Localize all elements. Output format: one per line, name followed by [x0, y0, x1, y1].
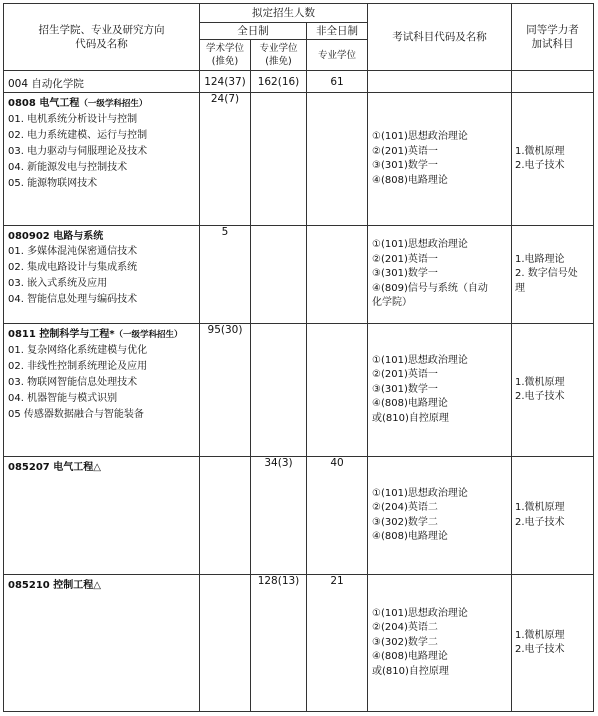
header-academic [200, 40, 251, 71]
program-title-text: 085210 控制工程△ [8, 580, 101, 591]
department-academic: 124(37) [200, 71, 251, 93]
exam-subject: ①(101)思想政治理论 [372, 354, 468, 366]
research-direction: 01. 复杂网络化系统建模与优化 [8, 345, 148, 356]
program-parttime [307, 226, 368, 324]
program-title [8, 578, 199, 593]
program-parttime [307, 324, 368, 457]
exam-subject: 化学院） [372, 297, 413, 309]
program-cell [4, 457, 200, 575]
program-title-text: 0811 控制科学与工程* [8, 329, 115, 340]
program-title [8, 460, 199, 475]
department-parttime: 61 [307, 71, 368, 93]
exam-subject: ④(808)电路理论 [372, 398, 448, 410]
department-exam-empty [368, 71, 512, 93]
header-program [4, 4, 200, 71]
program-academic [200, 575, 251, 712]
exam-subjects-cell [368, 457, 512, 575]
program-academic: 24(7) [200, 93, 251, 226]
program-professional [251, 93, 307, 226]
header-extra-line1: 同等学力者 [526, 24, 579, 36]
research-direction: 05 传感器数据融合与智能装备 [8, 409, 144, 420]
exam-subject: ④(808)电路理论 [372, 174, 448, 186]
exam-subject: ①(101)思想政治理论 [372, 487, 468, 499]
research-direction: 03. 电力驱动与伺服理论及技术 [8, 146, 148, 157]
exam-subject: ④(808)电路理论 [372, 651, 448, 663]
admissions-table [3, 3, 594, 712]
research-direction: 03. 嵌入式系统及应用 [8, 278, 108, 289]
exam-subject: ①(101)思想政治理论 [372, 607, 468, 619]
extra-exam-cell [512, 93, 594, 226]
extra-exam-subject: 2.电子技术 [515, 160, 565, 171]
program-cell [4, 93, 200, 226]
department-name: 004 自动化学院 [4, 71, 200, 93]
exam-subjects-cell [368, 93, 512, 226]
exam-subjects-cell [368, 575, 512, 712]
exam-subject: 或(810)自控原理 [372, 412, 449, 424]
header-extra-exam [512, 4, 594, 71]
research-direction: 02. 电力系统建模、运行与控制 [8, 130, 148, 141]
exam-subject: ④(808)电路理论 [372, 531, 448, 542]
exam-subject: ③(302)数学二 [372, 636, 438, 648]
program-cell [4, 226, 200, 324]
program-academic: 95(30) [200, 324, 251, 457]
header-program-line1: 招生学院、专业及研究方向 [38, 24, 165, 36]
department-row [4, 71, 594, 93]
program-row [4, 575, 594, 712]
exam-subject: ②(201)英语一 [372, 145, 438, 157]
program-parttime: 21 [307, 575, 368, 712]
exam-subject: ②(204)英语二 [372, 502, 438, 513]
program-row [4, 457, 594, 575]
research-direction: 01. 电机系统分析设计与控制 [8, 114, 138, 125]
extra-exam-subject: 1.电路理论 [515, 253, 565, 265]
header-fulltime: 全日制 [200, 23, 307, 40]
extra-exam-subject: 1.微机原理 [515, 502, 565, 513]
exam-subject: ①(101)思想政治理论 [372, 239, 468, 251]
research-direction: 04. 机器智能与模式识别 [8, 393, 118, 404]
program-title-note: （一级学科招生） [79, 99, 148, 109]
research-direction: 04. 智能信息处理与编码技术 [8, 294, 138, 305]
extra-exam-subject: 1.微机原理 [515, 376, 565, 388]
exam-subject: ④(809)信号与系统（自动 [372, 282, 488, 294]
header-row-1 [4, 4, 594, 23]
research-direction: 04. 新能源发电与控制技术 [8, 162, 128, 173]
extra-exam-subject: 1.微机原理 [515, 145, 565, 157]
header-academic-line1: 学术学位 [205, 43, 244, 54]
header-exam-subjects: 考试科目代码及名称 [368, 4, 512, 71]
header-professional-line2: (推免) [265, 56, 292, 67]
research-direction: 01. 多媒体混沌保密通信技术 [8, 246, 138, 257]
program-title-note: （一级学科招生） [114, 330, 183, 340]
research-direction: 02. 非线性控制系统理论及应用 [8, 361, 148, 372]
extra-exam-subject: 2.电子技术 [515, 516, 565, 528]
program-title [8, 327, 199, 343]
header-program-line2: 代码及名称 [75, 38, 128, 50]
program-academic [200, 457, 251, 575]
exam-subject: ③(301)数学一 [372, 383, 438, 395]
exam-subjects-cell [368, 226, 512, 324]
extra-exam-subject: 2. 数字信号处 [515, 268, 578, 280]
program-parttime [307, 93, 368, 226]
exam-subjects-cell [368, 324, 512, 457]
program-row [4, 226, 594, 324]
exam-subject: ②(201)英语一 [372, 253, 438, 265]
program-title-text: 080902 电路与系统 [8, 231, 104, 242]
exam-subject: ③(302)数学二 [372, 516, 438, 528]
extra-exam-subject: 理 [515, 282, 526, 294]
program-professional: 34(3) [251, 457, 307, 575]
header-professional [251, 40, 307, 71]
program-title [8, 229, 199, 244]
research-direction: 05. 能源物联网技术 [8, 178, 98, 189]
program-row [4, 93, 594, 226]
program-parttime: 40 [307, 457, 368, 575]
program-title-text: 0808 电气工程 [8, 98, 80, 109]
extra-exam-cell [512, 324, 594, 457]
program-academic: 5 [200, 226, 251, 324]
program-title-text: 085207 电气工程△ [8, 462, 101, 473]
extra-exam-subject: 1.微机原理 [515, 629, 565, 641]
program-professional: 128(13) [251, 575, 307, 712]
exam-subject: 或(810)自控原理 [372, 665, 449, 677]
program-professional [251, 324, 307, 457]
extra-exam-cell [512, 575, 594, 712]
extra-exam-subject: 2.电子技术 [515, 644, 565, 655]
header-academic-line2: (推免) [211, 56, 239, 67]
department-professional: 162(16) [251, 71, 307, 93]
exam-subject: ③(301)数学一 [372, 160, 438, 171]
exam-subject: ①(101)思想政治理论 [372, 131, 468, 142]
header-parttime: 非全日制 [307, 23, 368, 40]
program-professional [251, 226, 307, 324]
header-parttime-professional: 专业学位 [307, 40, 368, 71]
exam-subject: ②(201)英语一 [372, 369, 438, 381]
program-cell [4, 575, 200, 712]
extra-exam-cell [512, 457, 594, 575]
header-extra-line2: 加试科目 [531, 38, 574, 50]
header-planned: 拟定招生人数 [200, 4, 368, 23]
research-direction: 03. 物联网智能信息处理技术 [8, 377, 138, 388]
department-extra-empty [512, 71, 594, 93]
exam-subject: ②(204)英语二 [372, 622, 438, 634]
extra-exam-cell [512, 226, 594, 324]
research-direction: 02. 集成电路设计与集成系统 [8, 262, 138, 273]
exam-subject: ③(301)数学一 [372, 268, 438, 280]
program-cell [4, 324, 200, 457]
header-professional-line1: 专业学位 [259, 43, 298, 54]
program-row [4, 324, 594, 457]
program-title [8, 96, 199, 112]
extra-exam-subject: 2.电子技术 [515, 391, 565, 402]
